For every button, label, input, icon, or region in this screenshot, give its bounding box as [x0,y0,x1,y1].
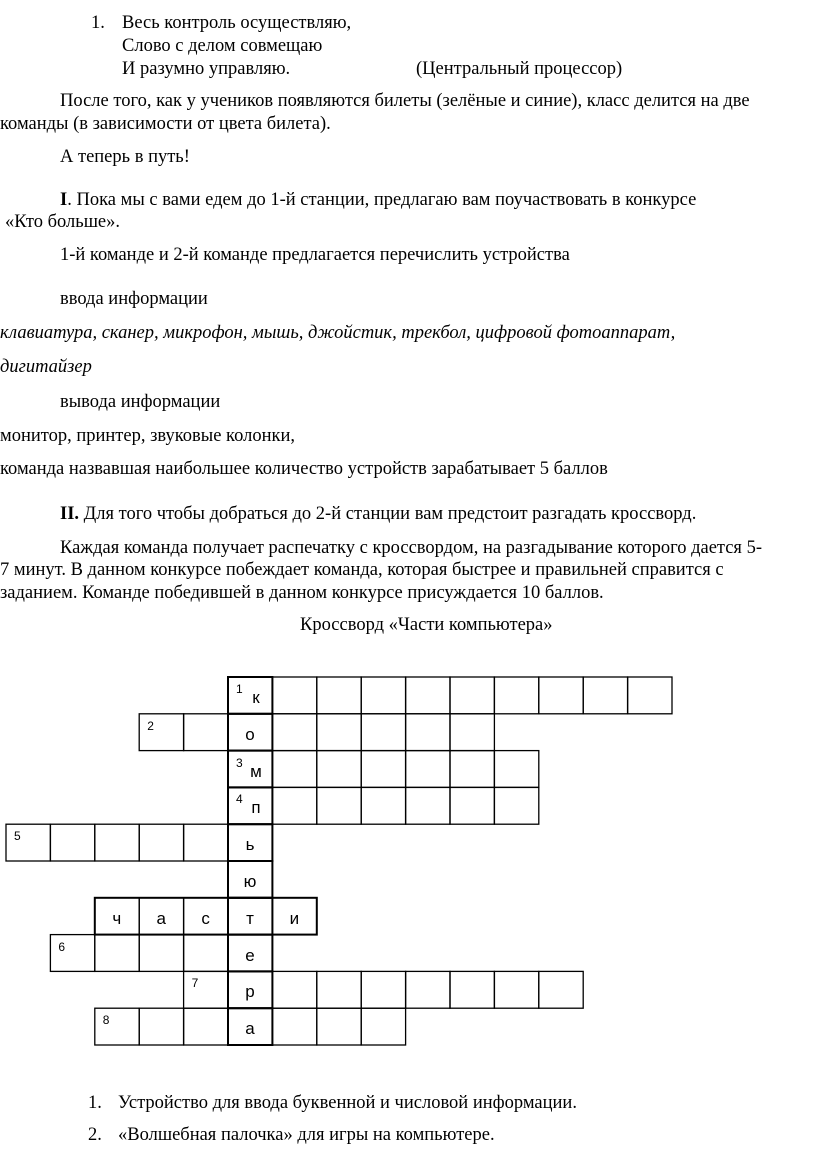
crossword-cell [406,751,450,788]
crossword-cell [272,751,316,788]
crossword-cell [361,751,405,788]
crossword-letter: р [245,982,255,1002]
crossword-cell [361,714,405,751]
crossword-letter: а [245,1019,255,1039]
crossword-letter: п [251,798,261,818]
crossword-cell [317,751,361,788]
crossword-cell [6,824,50,861]
riddle-number: 1. [91,13,105,33]
crossword-letter: т [246,908,254,928]
crossword-clue-number: 6 [58,939,66,954]
crossword-cell [184,1008,228,1045]
crossword-cell [317,714,361,751]
crossword-letter: ю [243,872,257,891]
output-answer: монитор, принтер, звуковые колонки, [0,426,296,446]
crossword-cell [272,677,316,714]
clue-1-text: Устройство для ввода буквенной и числовой информации. [118,1093,577,1113]
intro-line-2: команды (в зависимости от цвета билета). [0,114,331,134]
crossword-cell [184,714,228,751]
riddle-answer: (Центральный процессор) [416,59,623,79]
clue-1-number: 1. [88,1093,102,1113]
go-line: А теперь в путь! [60,147,190,167]
crossword-cell [317,787,361,824]
crossword-cell [317,1008,361,1045]
stage-2-text: Для того чтобы добраться до 2-й станции вам предстоит разгадать кроссворд. [79,504,697,524]
crossword-cell [450,971,494,1008]
crossword-cell [583,677,627,714]
crossword-letter: а [156,908,166,928]
input-label: ввода информации [60,289,208,309]
crossword-cell [139,714,183,751]
crossword-letter: ь [245,835,255,855]
crossword-cell [139,824,183,861]
crossword-clue-number: 5 [14,829,21,844]
crossword-letter: и [289,908,300,928]
crossword-letter: с [201,908,210,928]
crossword-title: Кроссворд «Части компьютера» [300,615,553,635]
crossword-cell [272,714,316,751]
stage-2-para-line-1: Каждая команда получает распечатку с кроссвордом, на разгадывание которого дается 5- [60,538,762,558]
crossword-cell [95,1008,139,1045]
output-label: вывода информации [60,392,221,412]
crossword-cell [139,1008,183,1045]
crossword-cell [628,677,672,714]
riddle-line-2: Слово с делом совмещаю [122,36,323,56]
crossword-letter: к [252,688,260,707]
crossword-clue-number: 7 [191,976,199,991]
stage-2-para-line-3: заданием. Команде победившей в данном конкурсе присуждается 10 баллов. [0,583,604,603]
crossword-cell [50,935,94,972]
crossword-cell [450,751,494,788]
crossword-cell [95,935,139,972]
crossword-cell [450,787,494,824]
crossword-cell [361,971,405,1008]
crossword-cell [539,971,583,1008]
stage-1-numeral: I [60,190,68,210]
crossword-cell [272,971,316,1008]
crossword-cell [494,677,538,714]
crossword-letter: о [245,724,255,744]
crossword-cell [406,971,450,1008]
crossword-clue-number: 2 [147,718,154,733]
crossword-clue-number: 4 [236,792,243,807]
crossword-clue-number: 8 [102,1013,110,1028]
crossword-cell [317,971,361,1008]
stage-1-text: . Пока мы с вами едем до 1-й станции, предлагаю вам поучаствовать в конкурсе [67,190,697,210]
crossword-letter: ч [112,908,122,928]
crossword-cell [361,787,405,824]
crossword-cell [539,677,583,714]
crossword-cell [317,677,361,714]
clue-2-text: «Волшебная палочка» для игры на компьютере. [118,1125,495,1145]
crossword-cell [450,714,494,751]
stage-2-para-line-2: 7 минут. В данном конкурсе побеждает команда, которая быстрее и правильней справится с [0,560,724,580]
crossword-cell [406,787,450,824]
crossword-cell [406,677,450,714]
crossword-clue-number: 1 [236,682,243,696]
crossword-cell [184,971,228,1008]
crossword-cell [272,1008,316,1045]
crossword-clue-number: 3 [236,755,243,770]
scoring-rule: команда назвавшая наибольшее количество устройств зарабатывает 5 баллов [0,459,608,479]
crossword-letter: е [245,945,255,965]
crossword-cell [272,787,316,824]
crossword-cell [95,824,139,861]
crossword-cell [361,677,405,714]
stage-1-task: 1-й команде и 2-й команде предлагается перечислить устройства [60,245,570,265]
riddle-line-3: И разумно управляю. [122,59,291,79]
crossword-cell [494,971,538,1008]
intro-line-1: После того, как у учеников появляются билеты (зелёные и синие), класс делится на две [60,91,750,111]
stage-2-numeral: II. [60,504,80,524]
crossword-cell [361,1008,405,1045]
crossword-cell [406,714,450,751]
crossword-cell [139,935,183,972]
crossword-cell [184,824,228,861]
stage-1-line-2: «Кто больше». [5,212,121,232]
input-answer-line-2: дигитайзер [0,357,92,377]
riddle-line-1: Весь контроль осуществляю, [122,13,352,33]
crossword-cell [450,677,494,714]
clue-2-number: 2. [88,1125,102,1145]
crossword-cell [50,824,94,861]
crossword-cell [494,787,538,824]
input-answer-line-1: клавиатура, сканер, микрофон, мышь, джойстик, трекбол, цифровой фотоаппарат, [0,323,676,343]
crossword-letter: м [250,761,262,781]
crossword-cell [494,751,538,788]
crossword-cell [184,935,228,972]
